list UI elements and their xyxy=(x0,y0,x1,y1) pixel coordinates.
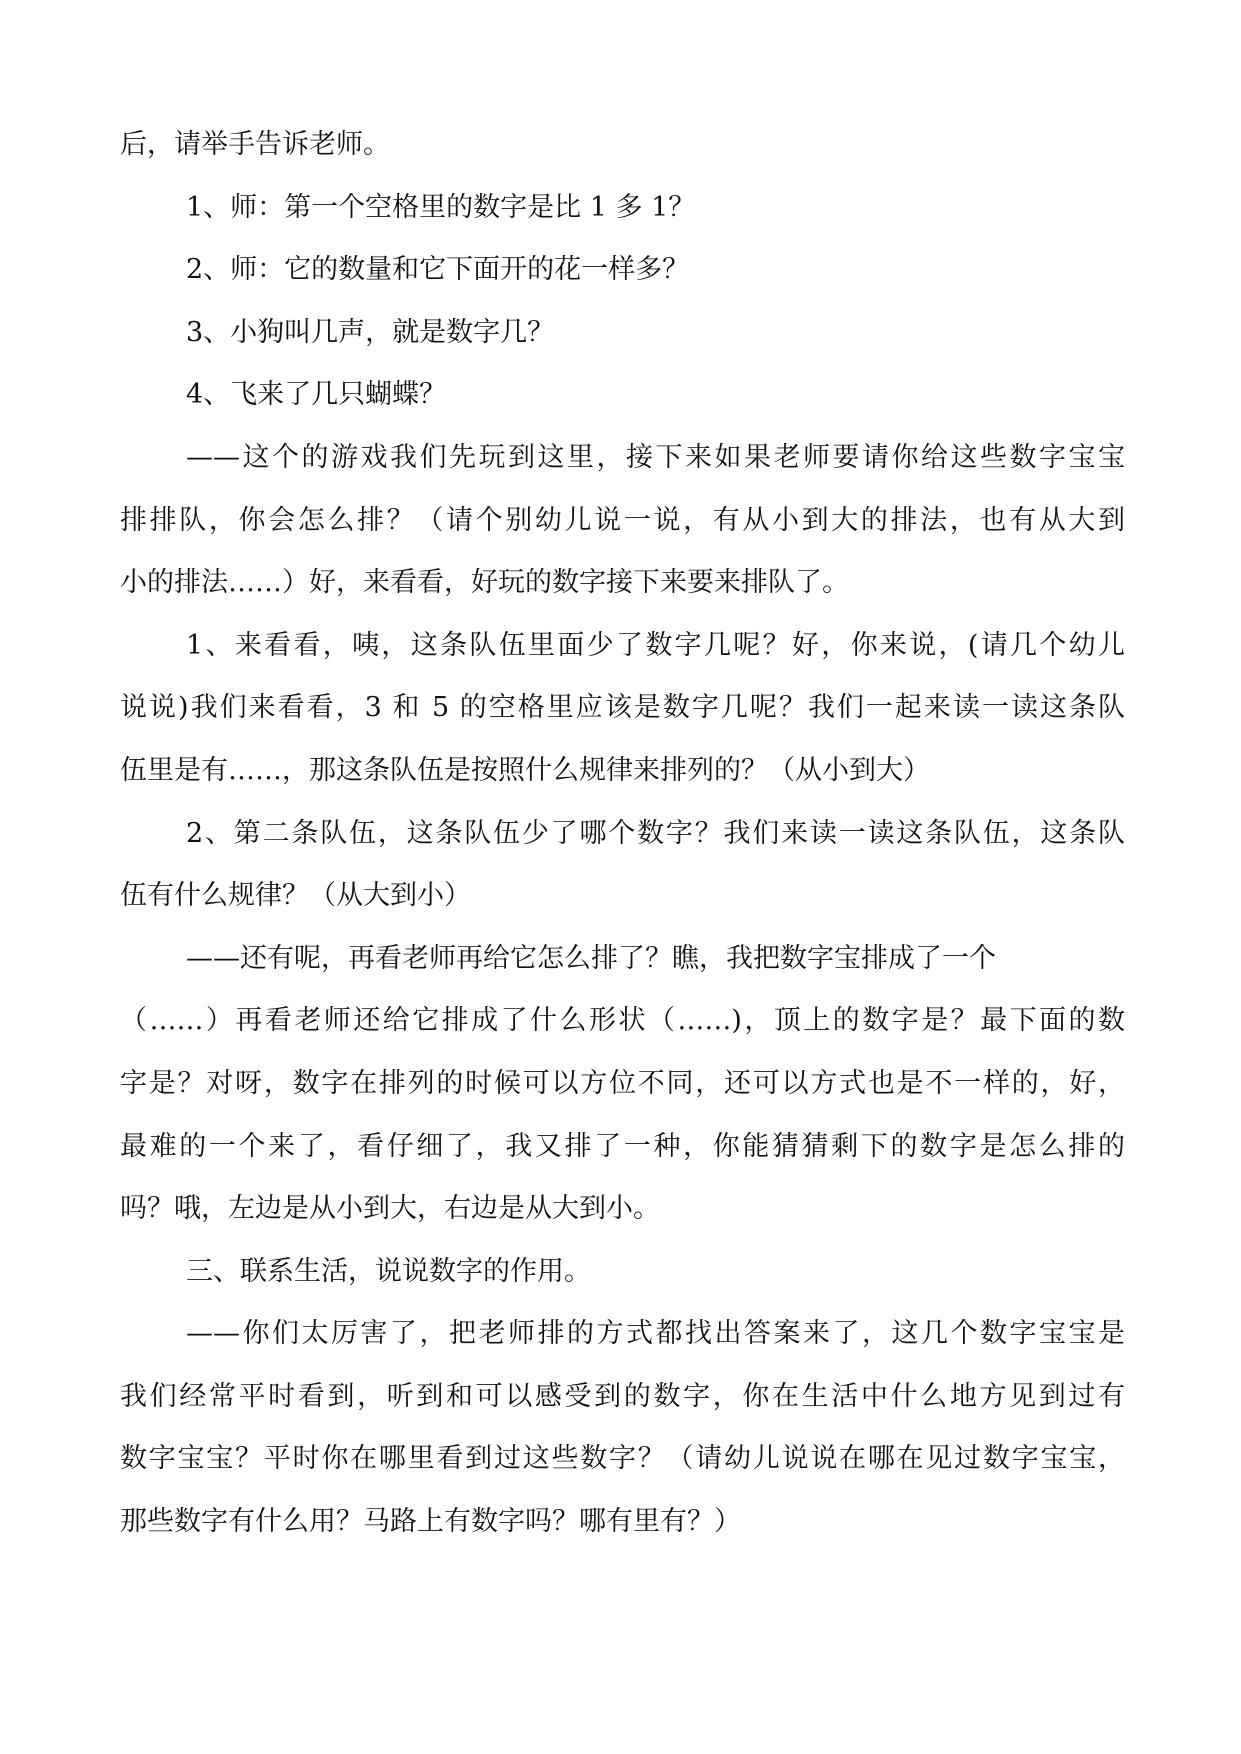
paragraph-line: 最难的一个来了，看仔细了，我又排了一种，你能猜猜剩下的数字是怎么排的 xyxy=(120,1130,1125,1162)
paragraph-line: 我们经常平时看到，听到和可以感受到的数字，你在生活中什么地方见到过有 xyxy=(120,1380,1125,1412)
paragraph-line: 吗？哦，左边是从小到大，右边是从大到小。 xyxy=(120,1193,660,1225)
paragraph-line: 数字宝宝？平时你在哪里看到过这些数字？（请幼儿说说在哪在见过数字宝宝， xyxy=(120,1443,1125,1475)
list-item-2: 2、师：它的数量和它下面开的花一样多？ xyxy=(186,254,690,286)
paragraph-line: 2、第二条队伍，这条队伍少了哪个数字？我们来读一读这条队伍，这条队 xyxy=(186,817,1125,849)
paragraph-line: ——还有呢，再看老师再给它怎么排了？瞧，我把数字宝排成了一个 xyxy=(186,942,996,974)
paragraph-line: 字是？对呀，数字在排列的时候可以方位不同，还可以方式也是不一样的，好， xyxy=(120,1067,1125,1099)
paragraph-line: 伍里是有……，那这条队伍是按照什么规律来排列的？（从小到大） xyxy=(120,754,930,786)
paragraph-line: 1、来看看，咦，这条队伍里面少了数字几呢？好，你来说，(请几个幼儿 xyxy=(186,629,1125,661)
paragraph-line: 排排队，你会怎么排？（请个别幼儿说一说，有从小到大的排法，也有从大到 xyxy=(120,504,1125,536)
paragraph-line: 伍有什么规律？（从大到小） xyxy=(120,880,471,912)
document-body xyxy=(120,114,1125,1554)
paragraph-line: ——这个的游戏我们先玩到这里，接下来如果老师要请你给这些数字宝宝 xyxy=(186,441,1125,473)
list-item-4: 4、飞来了几只蝴蝶？ xyxy=(186,379,447,411)
paragraph-line: （……）再看老师还给它排成了什么形状（……)，顶上的数字是？最下面的数 xyxy=(120,1005,1125,1037)
list-item-3: 3、小狗叫几声，就是数字几？ xyxy=(186,316,555,348)
section-heading: 三、联系生活，说说数字的作用。 xyxy=(186,1255,591,1287)
paragraph-line: 小的排法……）好，来看看，好玩的数字接下来要来排队了。 xyxy=(120,567,849,599)
paragraph-line: 那些数字有什么用？马路上有数字吗？哪有里有？） xyxy=(120,1506,741,1538)
paragraph-line: ——你们太厉害了，把老师排的方式都找出答案来了，这几个数字宝宝是 xyxy=(186,1318,1125,1350)
paragraph-line: 后，请举手告诉老师。 xyxy=(120,129,390,160)
paragraph-line: 说说)我们来看看，3 和 5 的空格里应该是数字几呢？我们一起来读一读这条队 xyxy=(120,692,1125,724)
list-item-1: 1、师：第一个空格里的数字是比 1 多 1？ xyxy=(186,191,696,223)
